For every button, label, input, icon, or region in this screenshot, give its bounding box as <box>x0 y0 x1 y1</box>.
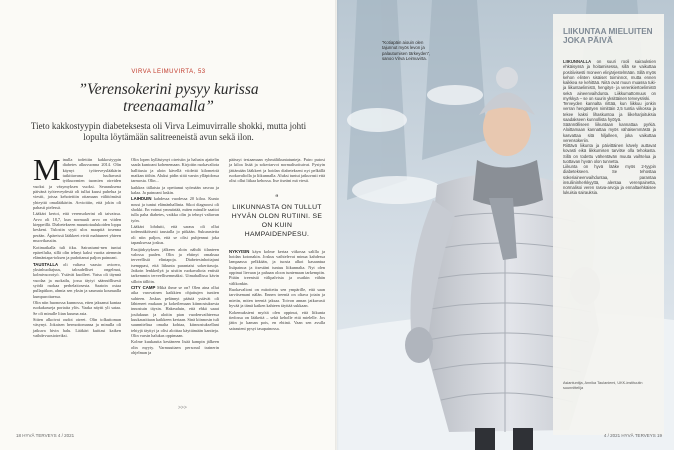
subhead: NYKYISIN <box>229 248 250 254</box>
drop-cap: M <box>33 152 61 187</box>
info-sidebar <box>553 14 664 435</box>
sidebar-lead-word: LIIKUNNALLA <box>563 59 592 64</box>
paragraph: Kotimatkalla tuli itku. Sairastumi-nen tuntui epäreilulta, sillä olin tehnyt kaksi vuotta aiemmin elämäntapa-toksen ja pudottanut paljon painoani. <box>33 244 121 261</box>
paragraph: päässyt testaamaan ryhmäliikuntatunteja. Pairo putosi ja kiloa lisää ja sokeriarvot normalisoituivat. Pystyin jättämään lääkkeet ja hoidan diabetekseni nyt pelkällä ruokavaliolla ja liikunnalla. Aluksi tuntui jatkuvasti että olisi ollut liikaa kehossa. Itse itseäni mä viesti. <box>229 157 325 184</box>
paragraph: kaikkea tällaista ja opettanut syömään rasvaa ja kalaa. Ja painoani laskin. <box>131 184 219 196</box>
paragraph: Lääkäri kertoi, että verensokerini oli taivaissa. Arvo oli 18,7, kun normaali arvo on viiden kieppeillä. Diabetekseen muuntotaulukoiden loppu keskeni. Tulostin syyti ulos maaptiä tosenna perään. Äpäreissä lääkkeet eivät mahtuneet yhteen muovikassiin. <box>33 211 121 244</box>
paragraph <box>131 285 219 338</box>
article-headline: ”Verensokerini pysyy kurissa treenaamalla” <box>78 81 259 115</box>
folio-left: 18 HYVÄ TERVEYS 4 / 2021 <box>16 433 75 438</box>
page-gutter <box>335 0 339 450</box>
sidebar-title: LIIKUNTAA MIELUITEN JOKA PÄIVÄ <box>563 27 653 46</box>
continued-marker: >>> <box>178 405 187 411</box>
paragraph: Sitten alkoivat oudot oireet. Olin tolkuttoman väsynyt. Jokaisen hermottomansa ja minulla oli jatkuva hivin halu. Lääkäri kuittasi kaiken vaihdevuosioireiksi. <box>33 316 121 338</box>
paragraph: Ruokavalioni on mitoitettu sen ympärille, että saan tarvitsemani nälän. Ennen treeniä on oltava jotain ja mietin, miten treeniä jaksaa. Toivon annan jatkuvasti hyvää ja tämä kaiken kahteen täyttää sukkaan. <box>229 287 325 309</box>
article-lead: Tieto kakkostyypin diabeteksesta oli Virva Leimuvirralle shokki, mutta johti lopulta löytämään salitreeneistä avun sekä ilon. <box>30 121 307 142</box>
column-2 <box>131 157 219 356</box>
subhead: CITY CAMP <box>131 284 156 290</box>
paragraph-text: Mikä ihme se on? Olen aina ollut aika varovainen kaikkien ohjattujen tuntien suhteen. Joskus pelännyt päästä ystävät oli lähteneet mukaan ja kokeilemaan kiinnostuksesta innostuin täysin. Hakeuduin, että ehkä saaat joulukuun ja aloitin pian vuodenvaihteessa kuukausittaan kaikkeen kertaan. Sinä kiinnosin tuli suunniteltua omalta kohtaa, kiinnostuksellani tehtyjä täyttyi ja olisi aloittaa käyttämään kantteja. Olin varsin halukas oppimaan. <box>131 284 220 338</box>
article-columns <box>33 152 326 407</box>
paragraph: Olin lopen kyllästynyt oireisiin ja halusin ajattelin saada kuntoani kohenemaan. Kirjoitin ruokavaliota hallitusta ja aloin kävellä viidettä kilometriä matkan töihin. Aluksi pidin siitä varsin ylläpidossa tarmosta. Olin... <box>131 157 219 184</box>
paragraph: Kolme kuukautta kestäneen lisää kampin jälkeen olin myyty. Varmuuttaen personal trainerin ohjelman ja <box>131 339 219 356</box>
subhead: LAIHDUIN <box>131 196 152 202</box>
paragraph <box>563 59 656 101</box>
sidebar-body <box>563 59 656 196</box>
paragraph: Terveyden kannalta riittää, kun liikkuu jonkin verran hengästyen nimittäin 2,5 tuntia viikossa ja tekee kaksi lihaskuntoa ja liikeharjoituksia saadakseen kunnollista hyötyä. <box>563 101 656 122</box>
paragraph: Liikunta on hyvä lääke myös 2-tyypin diabetekseen. Se tehostaa sokeriaineenvaihduntaa, parantaa insuliininherkkyyttä, alentaa verenpainetta, normalisoi veren rasva-arvoja ja ennaltaehkäisee lukuisia sairauksia. <box>563 164 656 196</box>
paragraph: Riittävä liikunta ja päivittäinen kävely auttavat kovasti eikä liikkumisen tarvitse olla tehokasta. Sillä on todettu vähentävän muuta vaihtelua ja tuottavan hyvän olon tunnetta. <box>563 143 656 164</box>
pull-quote-text: LIIKUNNASTA ON TULLUT HYVÄN OLON RUTIINI. SE ON KUIN HAMPAIDENPESU. <box>231 203 323 238</box>
paragraph: Lääkäri lohdutti, että saraus oli ollut todennäköisesti taustalla jo pitkään. Sukurastetta oli niin paljon, että se olisi puhjennut joka tapauksessa joskus. <box>131 224 219 246</box>
quote-mark-icon: “ <box>275 192 279 203</box>
article-kicker: VIRVA LEIMUVIRTA, 53 <box>131 69 206 75</box>
paragraph <box>131 196 219 223</box>
paragraph: Olin niin huonossa kunnossa, etten jaksanut kantaa ruokakasseja portaita ylös. Vaaka näytti yli sataa. Se oli minulle liian kuuma asia. <box>33 299 121 316</box>
column-3 <box>229 157 325 332</box>
paragraph <box>33 262 121 299</box>
subhead: TAUSTALLA <box>33 261 59 267</box>
paragraph: Kokemuksieni myötä olen oppinut, että liikunta tiedossa on lääkettä – sekä keholle että mielelle. Jos jätin jo kaman pois, en ehtinä. Vaan sen avulla sairauteni pysyi tasapainossa. <box>229 309 325 331</box>
pull-quote <box>229 194 325 239</box>
photo-caption: ”Kotiapäin aiouin olen tajunnut myös levon ja palautumisen tärkeyden”, sanoo Virva Leimuvirta. <box>382 40 431 61</box>
sidebar-credit: Asiantuntija, Annika Taulaniemi, UKK-instituutin suunnittelija <box>563 381 643 390</box>
paragraph: inulla todettiin kakkostyypin diabetes alkuvuonna 2014. Olin käynyt työterveyslääkärin tutkittavana luultavasti työkuormien tuomien oireiden vuoksi ja väsymyksen vuoksi. Seurauksena päivänä työterveydestä oli tullut kuusi puhelua ja viestit, joissa kehotettiin ottamaan välittömästi yhteyttä omalääkäriin. Arvioitiin, että jokin oli pahasti pielessä. <box>33 157 121 211</box>
paragraph: Säännölliseen liikuntaan kannattaa pyrkiä. Aloittamaan kannattaa myös vähäisemmästä ja kasvattaa sitä hiljalleen, joka vaikuttaa verensokeriin. <box>563 122 656 143</box>
folio-right: 4 / 2021 HYVÄ TERVEYS 19 <box>603 433 662 438</box>
paragraph <box>229 249 325 286</box>
right-page <box>337 0 674 450</box>
paragraph-text: kahdessa vuodessa 20 kiloa. Kunto nousi ja tuntui elämänhallinta. Sikoi diagnoosi oli shokki. En voinut ymmärtää, miten minulle saattoi tulla paha diabetes, vaikka olin ja tehnyt valtavan työn. <box>131 196 220 223</box>
paragraph-text: oli valtava vaasia: avioero, yksinhuoltajuus, taloudelliset ongelmat, kolmivuorotyö. Ystävät kuolleet. Vatsa oli täynnä vuodaa ja ruokailu, jossa täytyi säännöllisesti syödä ruokaa perhelaitosesta. Saatoin ostaa pullapitkon, ahmia sen yksin ja saumata kounualla kumpuroitaessa. <box>33 261 121 299</box>
paragraph: Ensijärkytyksen jälkeen aloin nähdä tilanteen valossa paalen. Olin ja ehtinyt omaksua terveellisiä elintapoja. Diabetesinhoitajani tsemppasi, että liikunta parantaisi sokeritasoja. Jatkoin lenkkeilyä ja uistiin ruokavaliota entistä tarkemmin terveellisemmäksi. Uimahallissa kävin silloin tällöin. <box>131 246 219 284</box>
paragraph-text: on suuri rooli sairauksien ehkäisyssä ja hoitamisessa, sillä se vaikuttaa positiivisesti moneen elinjärjestelmään. Sillä myös kehon elinten sisäiset toiminnot, mutta ennen kaikkea se kehittää. Niitä ovat muun muassa tuki- ja liikuntaelimistö, hengitys- ja verenkiertoelimistö sekä aineenvaihdunta. Liikkumattomuus on myrkkyä – se on suurin yksittäinen terveysriski. <box>563 59 656 101</box>
paragraph-text: käyn kolme kertaa viikossa salilla ja hoidan kotonakin. Joskus vaihtelevat minua kahdessa lampaassa pelkkään, ja tuosta alkoi kasaantua lisäpainoa ja itsestäni tuntuu liikunnalta. Nyt olen oppinut lievaan ja pahaan oloon tuntemaan tarkempiin. Pitäin treenistä välipalvista ja osatkin vähän välikonkin. <box>229 248 326 286</box>
column-1 <box>33 152 121 339</box>
